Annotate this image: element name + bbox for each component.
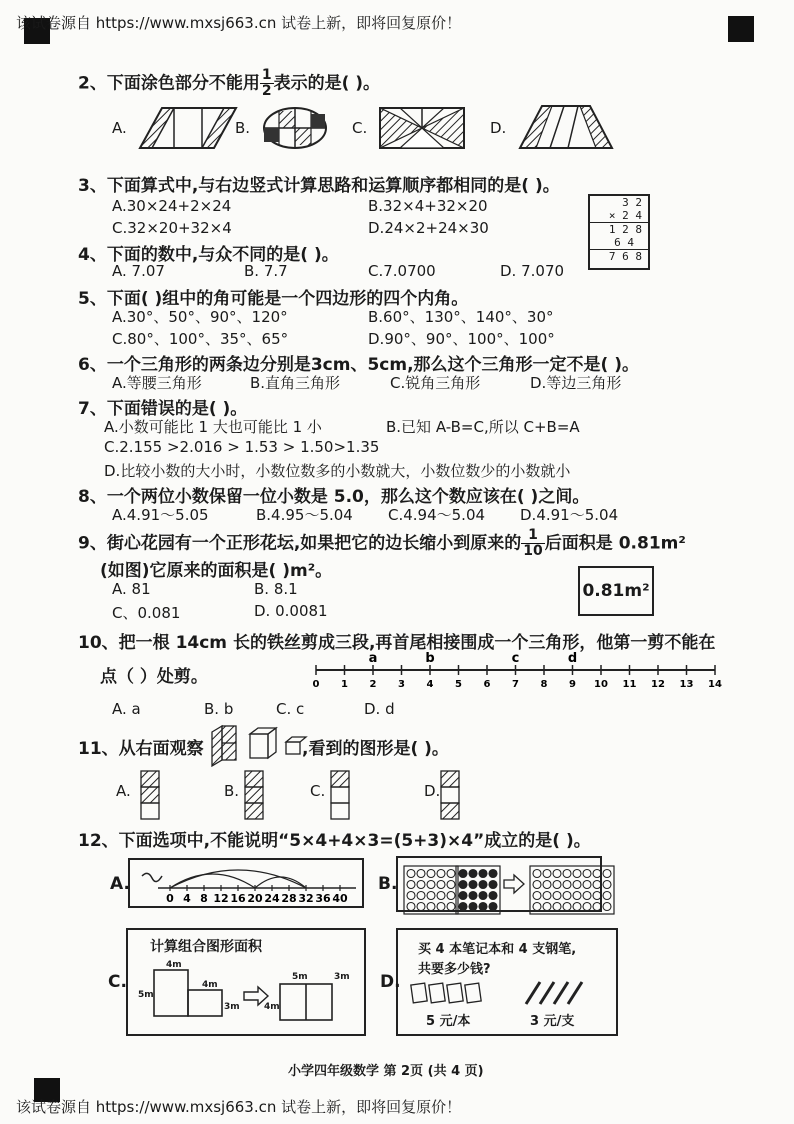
q11-stem-post: ,看到的图形是( )。 xyxy=(302,739,449,759)
q12a-tick-label: 12 xyxy=(213,892,229,905)
bead xyxy=(447,903,455,911)
q12-stem: 12、下面选项中,不能说明“5×4+4×3=(5+3)×4”成立的是( )。 xyxy=(78,831,591,851)
q2-opt-b: B. xyxy=(235,119,251,137)
q12-d-text-2: 共要多少钱? xyxy=(418,962,491,977)
ruler-point-a: a xyxy=(368,651,378,666)
ruler-point-c: c xyxy=(511,651,520,666)
ruler-tick-label: 0 xyxy=(312,679,320,690)
q7-opt-a: A.小数可能比 1 大也可能比 1 小 xyxy=(104,418,322,436)
q9-stem: 9、街心花园有一个正形花坛,如果把它的边长缩小到原来的 $\frac{1}{10}$ 后面积是 0.81m² xyxy=(78,527,686,559)
q4-opt-d: D. 7.070 xyxy=(500,262,565,280)
ruler-tick-label: 1 xyxy=(341,679,348,690)
q5-opt-b: B.60°、130°、140°、30° xyxy=(368,308,554,326)
q12a-tick-label: 8 xyxy=(200,892,208,905)
q3-opt-a: A.30×24+2×24 xyxy=(112,197,232,215)
q12-d-price-pen: 3 元/支 xyxy=(530,1014,575,1029)
q12-c-title: 计算组合图形面积 xyxy=(150,939,262,955)
q6-opt-c: C.锐角三角形 xyxy=(390,374,481,392)
watermark-top: 该试卷源自 https://www.mxsj663.cn 试卷上新，即将回复原价！ xyxy=(16,14,462,32)
q12a-tick-label: 16 xyxy=(230,892,246,905)
bead xyxy=(533,881,541,889)
bead xyxy=(469,903,477,911)
q7-stem: 7、下面错误的是( )。 xyxy=(78,399,248,419)
q11-opt-d: D. xyxy=(424,782,441,800)
ruler-point-b: b xyxy=(425,651,435,666)
bead xyxy=(593,881,601,889)
q6-stem: 6、一个三角形的两条边分别是3cm、5cm,那么这个三角形一定不是( )。 xyxy=(78,355,639,375)
bead xyxy=(427,903,435,911)
ruler-tick-label: 5 xyxy=(455,679,462,690)
bead xyxy=(583,870,591,878)
pen-icons xyxy=(522,978,592,1008)
q12-c-dim-6: 3m xyxy=(334,972,350,982)
bead xyxy=(479,881,487,889)
ruler-tick-label: 6 xyxy=(483,679,491,690)
q11-figure-b xyxy=(244,770,264,822)
q11-opt-a: A. xyxy=(116,782,131,800)
q3-opt-d: D.24×2+24×30 xyxy=(368,219,489,237)
bead xyxy=(553,870,561,878)
bead xyxy=(407,881,415,889)
q12b-grid-5x4 xyxy=(404,866,458,914)
q5-opt-d: D.90°、90°、100°、100° xyxy=(368,330,555,348)
bead xyxy=(573,892,581,900)
bead xyxy=(447,881,455,889)
corner-mark-top-right xyxy=(728,16,754,42)
ruler-tick-label: 8 xyxy=(540,679,548,690)
bead xyxy=(489,870,497,878)
q12a-tick-label: 4 xyxy=(183,892,191,905)
bead xyxy=(603,892,611,900)
bead xyxy=(427,870,435,878)
bead xyxy=(407,903,415,911)
q2-figure-b xyxy=(262,106,328,150)
arrow-right-icon xyxy=(504,875,524,893)
q12-label-d: D. xyxy=(380,972,401,992)
ruler-tick-label: 2 xyxy=(369,679,377,690)
q10-opt-b: B. b xyxy=(204,700,234,718)
bead xyxy=(427,892,435,900)
bead xyxy=(543,892,551,900)
q12a-tick-label: 20 xyxy=(247,892,263,905)
q6-opt-b: B.直角三角形 xyxy=(250,374,341,392)
bead xyxy=(553,881,561,889)
bead xyxy=(603,903,611,911)
q12-figure-a xyxy=(128,858,364,908)
bead xyxy=(583,903,591,911)
q4-opt-c: C.7.0700 xyxy=(368,262,436,280)
bead xyxy=(603,870,611,878)
q9-opt-d: D. 0.0081 xyxy=(254,602,328,620)
q2-figure-a xyxy=(138,106,238,150)
q12a-jump xyxy=(170,874,255,888)
q2-figure-c xyxy=(378,106,466,150)
q2-figure-d xyxy=(518,104,614,150)
q12-c-dim-5: 5m xyxy=(292,972,308,982)
q5-stem: 5、下面( )组中的角可能是一个四边形的四个内角。 xyxy=(78,289,469,309)
fraction-tenth: $\frac{1}{10}$ xyxy=(523,527,543,559)
q10-stem: 10、把一根 14cm 长的铁丝剪成三段,再首尾相接围成一个三角形，他第一剪不能在 xyxy=(78,633,716,653)
page-footer: 小学四年级数学 第 2页 (共 4 页) xyxy=(288,1064,484,1079)
bead xyxy=(593,903,601,911)
q12a-frog-icon xyxy=(142,873,162,881)
q8-opt-a: A.4.91～5.05 xyxy=(112,506,209,524)
q8-opt-d: D.4.91～5.04 xyxy=(520,506,619,524)
ruler-point-d: d xyxy=(567,651,578,666)
q3-vertical-calc: 3 2 × 2 4 1 2 8 6 4 7 6 8 xyxy=(588,194,650,270)
ruler-tick-label: 3 xyxy=(398,679,405,690)
q12-label-c: C. xyxy=(108,972,127,992)
watermark-bottom: 该试卷源自 https://www.mxsj663.cn 试卷上新，即将回复原价！ xyxy=(16,1098,462,1116)
ruler-tick-label: 11 xyxy=(622,679,637,690)
q9-opt-c: C、0.081 xyxy=(112,604,181,622)
bead xyxy=(603,881,611,889)
q12a-tick-label: 28 xyxy=(281,892,297,905)
bead xyxy=(533,870,541,878)
q12-c-dim-4: 3m xyxy=(224,1002,240,1012)
q4-stem: 4、下面的数中,与众不同的是( )。 xyxy=(78,245,339,265)
q8-opt-c: C.4.94～5.04 xyxy=(388,506,486,524)
q9-stem-line2: (如图)它原来的面积是( )m²。 xyxy=(100,561,333,581)
bead xyxy=(479,903,487,911)
bead xyxy=(417,903,425,911)
bead xyxy=(553,892,561,900)
q8-opt-b: B.4.95～5.04 xyxy=(256,506,353,524)
bead xyxy=(573,870,581,878)
q12a-tick-label: 0 xyxy=(166,892,174,905)
q6-opt-d: D.等边三角形 xyxy=(530,374,622,392)
q12-d-price-notebook: 5 元/本 xyxy=(426,1014,471,1029)
q12-figure-b xyxy=(396,856,602,912)
q12-c-dim-1: 4m xyxy=(166,960,182,970)
bead xyxy=(447,870,455,878)
q12a-tick-label: 24 xyxy=(264,892,280,905)
q10-number-line xyxy=(306,650,726,690)
q12-d-text-1: 买 4 本笔记本和 4 支钢笔, xyxy=(418,942,577,957)
bead xyxy=(563,870,571,878)
bead xyxy=(437,903,445,911)
bead xyxy=(533,892,541,900)
q2-opt-a: A. xyxy=(112,119,127,137)
q9-opt-b: B. 8.1 xyxy=(254,580,298,598)
ruler-tick-label: 4 xyxy=(426,679,434,690)
bead xyxy=(533,903,541,911)
bead xyxy=(437,870,445,878)
ruler-tick-label: 14 xyxy=(708,679,722,690)
q10-opt-c: C. c xyxy=(276,700,305,718)
bead xyxy=(583,881,591,889)
q10-opt-a: A. a xyxy=(112,700,141,718)
q12-c-dim-3: 4m xyxy=(202,980,218,990)
q12a-tick-label: 40 xyxy=(332,892,348,905)
q4-opt-b: B. 7.7 xyxy=(244,262,288,280)
bead xyxy=(417,892,425,900)
q7-opt-b: B.已知 A-B=C,所以 C+B=A xyxy=(386,418,580,436)
bead xyxy=(459,903,467,911)
ruler-tick-label: 9 xyxy=(569,679,576,690)
bead xyxy=(489,903,497,911)
bead xyxy=(479,892,487,900)
q3-opt-b: B.32×4+32×20 xyxy=(368,197,488,215)
q12a-jump xyxy=(255,877,306,888)
bead xyxy=(469,881,477,889)
q2-opt-c: C. xyxy=(352,119,368,137)
bead xyxy=(437,892,445,900)
bead xyxy=(469,892,477,900)
q2-stem: 2、下面涂色部分不能用 $\frac{1}{2}$ 表示的是( )。 xyxy=(78,67,381,99)
bead xyxy=(447,892,455,900)
q12a-tick-label: 32 xyxy=(298,892,314,905)
q10-opt-d: D. d xyxy=(364,700,395,718)
bead xyxy=(563,892,571,900)
q11-opt-b: B. xyxy=(224,782,240,800)
q7-opt-c: C.2.155 >2.016 > 1.53 > 1.50>1.35 xyxy=(104,438,380,456)
q5-opt-a: A.30°、50°、90°、120° xyxy=(112,308,288,326)
bead xyxy=(459,881,467,889)
notebook-icons xyxy=(410,980,490,1006)
fraction-half: $\frac{1}{2}$ xyxy=(261,67,272,99)
q11-opt-c: C. xyxy=(310,782,326,800)
ruler-tick-label: 12 xyxy=(651,679,665,690)
q11-figure-d xyxy=(440,770,460,822)
q3-opt-c: C.32×20+32×4 xyxy=(112,219,232,237)
bead xyxy=(573,881,581,889)
q11-figure-c xyxy=(330,770,350,822)
q12a-tick-label: 36 xyxy=(315,892,331,905)
bead xyxy=(593,892,601,900)
q5-opt-c: C.80°、100°、35°、65° xyxy=(112,330,289,348)
bead xyxy=(573,903,581,911)
q12-label-b: B. xyxy=(378,874,398,894)
bead xyxy=(553,903,561,911)
bead xyxy=(489,892,497,900)
ruler-tick-label: 7 xyxy=(512,679,519,690)
bead xyxy=(469,870,477,878)
bead xyxy=(407,870,415,878)
q12-c-dim-2: 5m xyxy=(138,990,154,1000)
q2-opt-d: D. xyxy=(490,119,507,137)
q10-stem-line2: 点（ ）处剪。 xyxy=(100,667,208,687)
q11-solid-figure xyxy=(210,724,302,768)
bead xyxy=(427,881,435,889)
bead xyxy=(543,870,551,878)
bead xyxy=(593,870,601,878)
q12-c-dim-7: 4m xyxy=(264,1002,280,1012)
bead xyxy=(563,881,571,889)
q11-figure-a xyxy=(140,770,160,822)
q11-stem-pre: 11、从右面观察 xyxy=(78,739,204,759)
q8-stem: 8、一个两位小数保留一位小数是 5.0，那么这个数应该在( )之间。 xyxy=(78,487,590,507)
bead xyxy=(543,903,551,911)
bead xyxy=(459,892,467,900)
q6-opt-a: A.等腰三角形 xyxy=(112,374,202,392)
bead xyxy=(583,892,591,900)
ruler-tick-label: 10 xyxy=(594,679,608,690)
bead xyxy=(563,903,571,911)
q4-opt-a: A. 7.07 xyxy=(112,262,165,280)
ruler-tick-label: 13 xyxy=(679,679,694,690)
q3-stem: 3、下面算式中,与右边竖式计算思路和运算顺序都相同的是( )。 xyxy=(78,176,560,196)
bead xyxy=(417,870,425,878)
q7-opt-d: D.比较小数的大小时，小数位数多的小数就大，小数位数少的小数就小 xyxy=(104,462,571,480)
q9-opt-a: A. 81 xyxy=(112,580,151,598)
bead xyxy=(437,881,445,889)
q12-label-a: A. xyxy=(110,874,130,894)
bead xyxy=(407,892,415,900)
bead xyxy=(417,881,425,889)
bead xyxy=(489,881,497,889)
bead xyxy=(543,881,551,889)
bead xyxy=(479,870,487,878)
q9-area-box: 0.81m² xyxy=(578,566,654,616)
bead xyxy=(459,870,467,878)
